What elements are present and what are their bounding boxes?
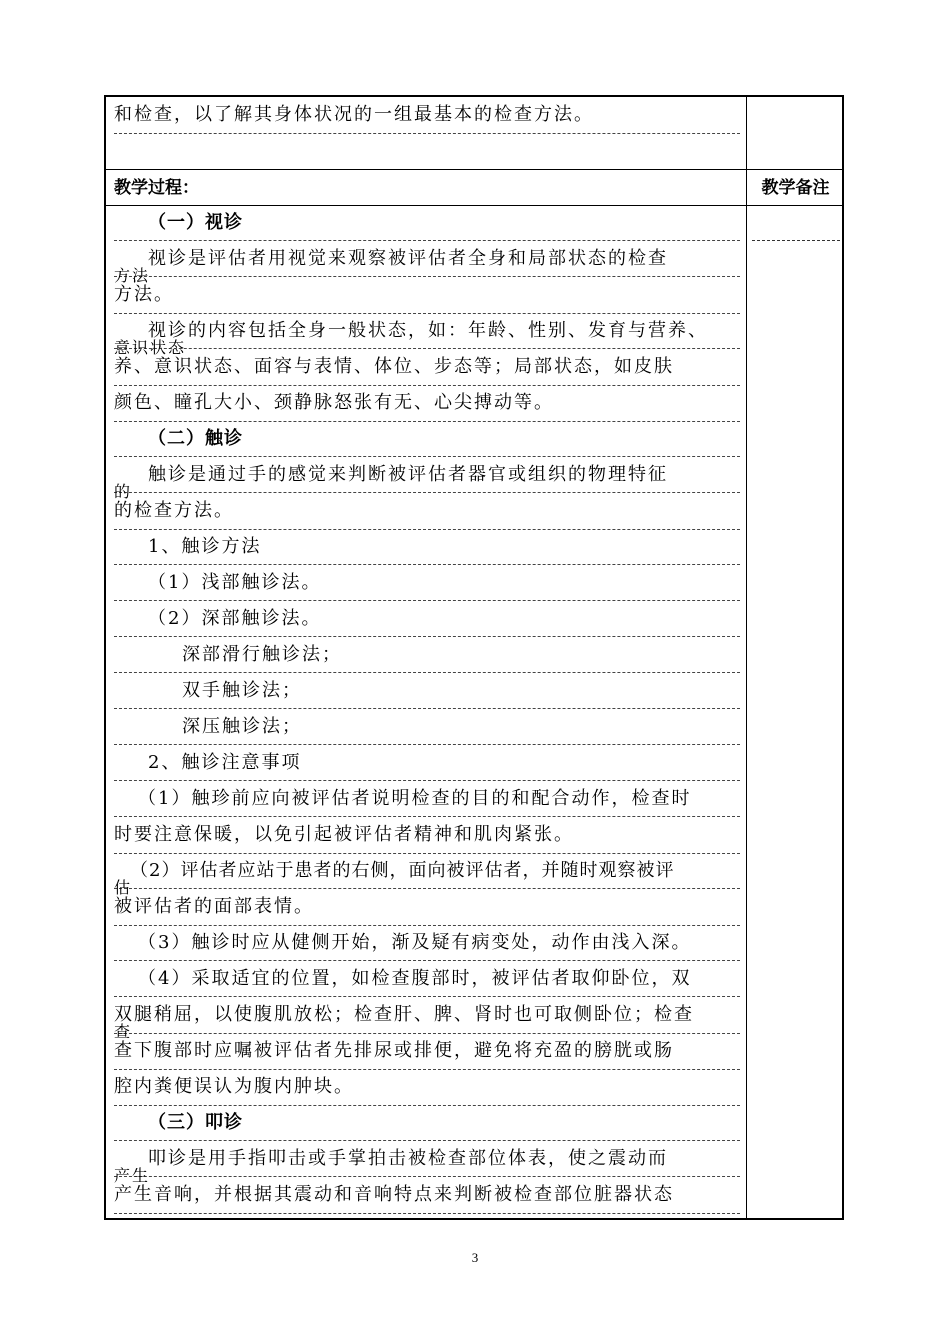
text-line: （3）触诊时应从健侧开始，渐及疑有病变处，动作由浅入深。 <box>114 925 740 961</box>
text-line: 视诊的内容包括全身一般状态，如：年龄、性别、发育与营养、 <box>114 313 740 349</box>
blank-line <box>114 133 740 170</box>
text-line: （2）深部触诊法。 <box>114 601 740 637</box>
text-line: 深压触诊法； <box>114 709 740 745</box>
text-line: 方法。 <box>114 277 740 314</box>
text-line: （2）评估者应站于患者的右侧，面向被评估者，并随时观察被评 <box>114 853 740 889</box>
text-line: 养、意识状态、面容与表情、体位、步态等；局部状态，如皮肤 <box>114 349 740 386</box>
text-line: 触诊是通过手的感觉来判断被评估者器官或组织的物理特征 <box>114 457 740 493</box>
header-top-border <box>106 169 842 170</box>
clipped-text: 意识状态 <box>114 338 187 357</box>
text-line: 颜色、瞳孔大小、颈静脉怒张有无、心尖搏动等。 <box>114 385 740 422</box>
text-line: 双腿稍屈，以使腹肌放松；检查肝、脾、肾时也可取侧卧位；检查 <box>114 997 740 1034</box>
text-line: 叩诊是用手指叩击或手掌拍击被检查部位体表，使之震动而 <box>114 1141 740 1177</box>
teaching-process-header: 教学过程： <box>114 178 199 198</box>
text-line: 的检查方法。 <box>114 493 740 530</box>
text-line: （4）采取适宜的位置，如检查腹部时，被评估者取仰卧位，双 <box>114 961 740 997</box>
page-number: 3 <box>471 1250 479 1265</box>
intro-line: 和检查，以了解其身体状况的一组最基本的检查方法。 <box>114 97 740 134</box>
notes-column-dash <box>752 240 840 241</box>
clipped-text: 估 <box>114 878 133 897</box>
section-heading-palpation: （二）触诊 <box>114 421 740 457</box>
text-line: 查下腹部时应嘱被评估者先排尿或排便，避免将充盈的膀胱或肠 <box>114 1033 740 1070</box>
lesson-table <box>104 95 844 1220</box>
clipped-text: 产生 <box>114 1166 151 1185</box>
text-line: 腔内粪便误认为腹内肿块。 <box>114 1069 740 1106</box>
text-line: 视诊是评估者用视觉来观察被评估者全身和局部状态的检查 <box>114 241 740 277</box>
column-divider <box>746 97 747 1218</box>
clipped-text: 方法 <box>114 266 151 285</box>
text-line: 产生音响，并根据其震动和音响特点来判断被检查部位脏器状态 <box>114 1177 740 1214</box>
section-heading-inspection: （一）视诊 <box>114 205 740 241</box>
text-line: （1）浅部触诊法。 <box>114 565 740 601</box>
clipped-text: 的 <box>114 482 133 501</box>
text-line: 2、触诊注意事项 <box>114 745 740 781</box>
teaching-notes-header: 教学备注 <box>761 178 830 198</box>
text-line: 深部滑行触诊法； <box>114 637 740 673</box>
text-line: 被评估者的面部表情。 <box>114 889 740 926</box>
text-line: （1）触珍前应向被评估者说明检查的目的和配合动作，检查时 <box>114 781 740 817</box>
text-line: 时要注意保暖，以免引起被评估者精神和肌肉紧张。 <box>114 817 740 854</box>
section-heading-percussion: （三）叩诊 <box>114 1105 740 1141</box>
text-line: 双手触诊法； <box>114 673 740 709</box>
clipped-text: 查 <box>114 1022 133 1041</box>
text-line: 1、触诊方法 <box>114 529 740 565</box>
